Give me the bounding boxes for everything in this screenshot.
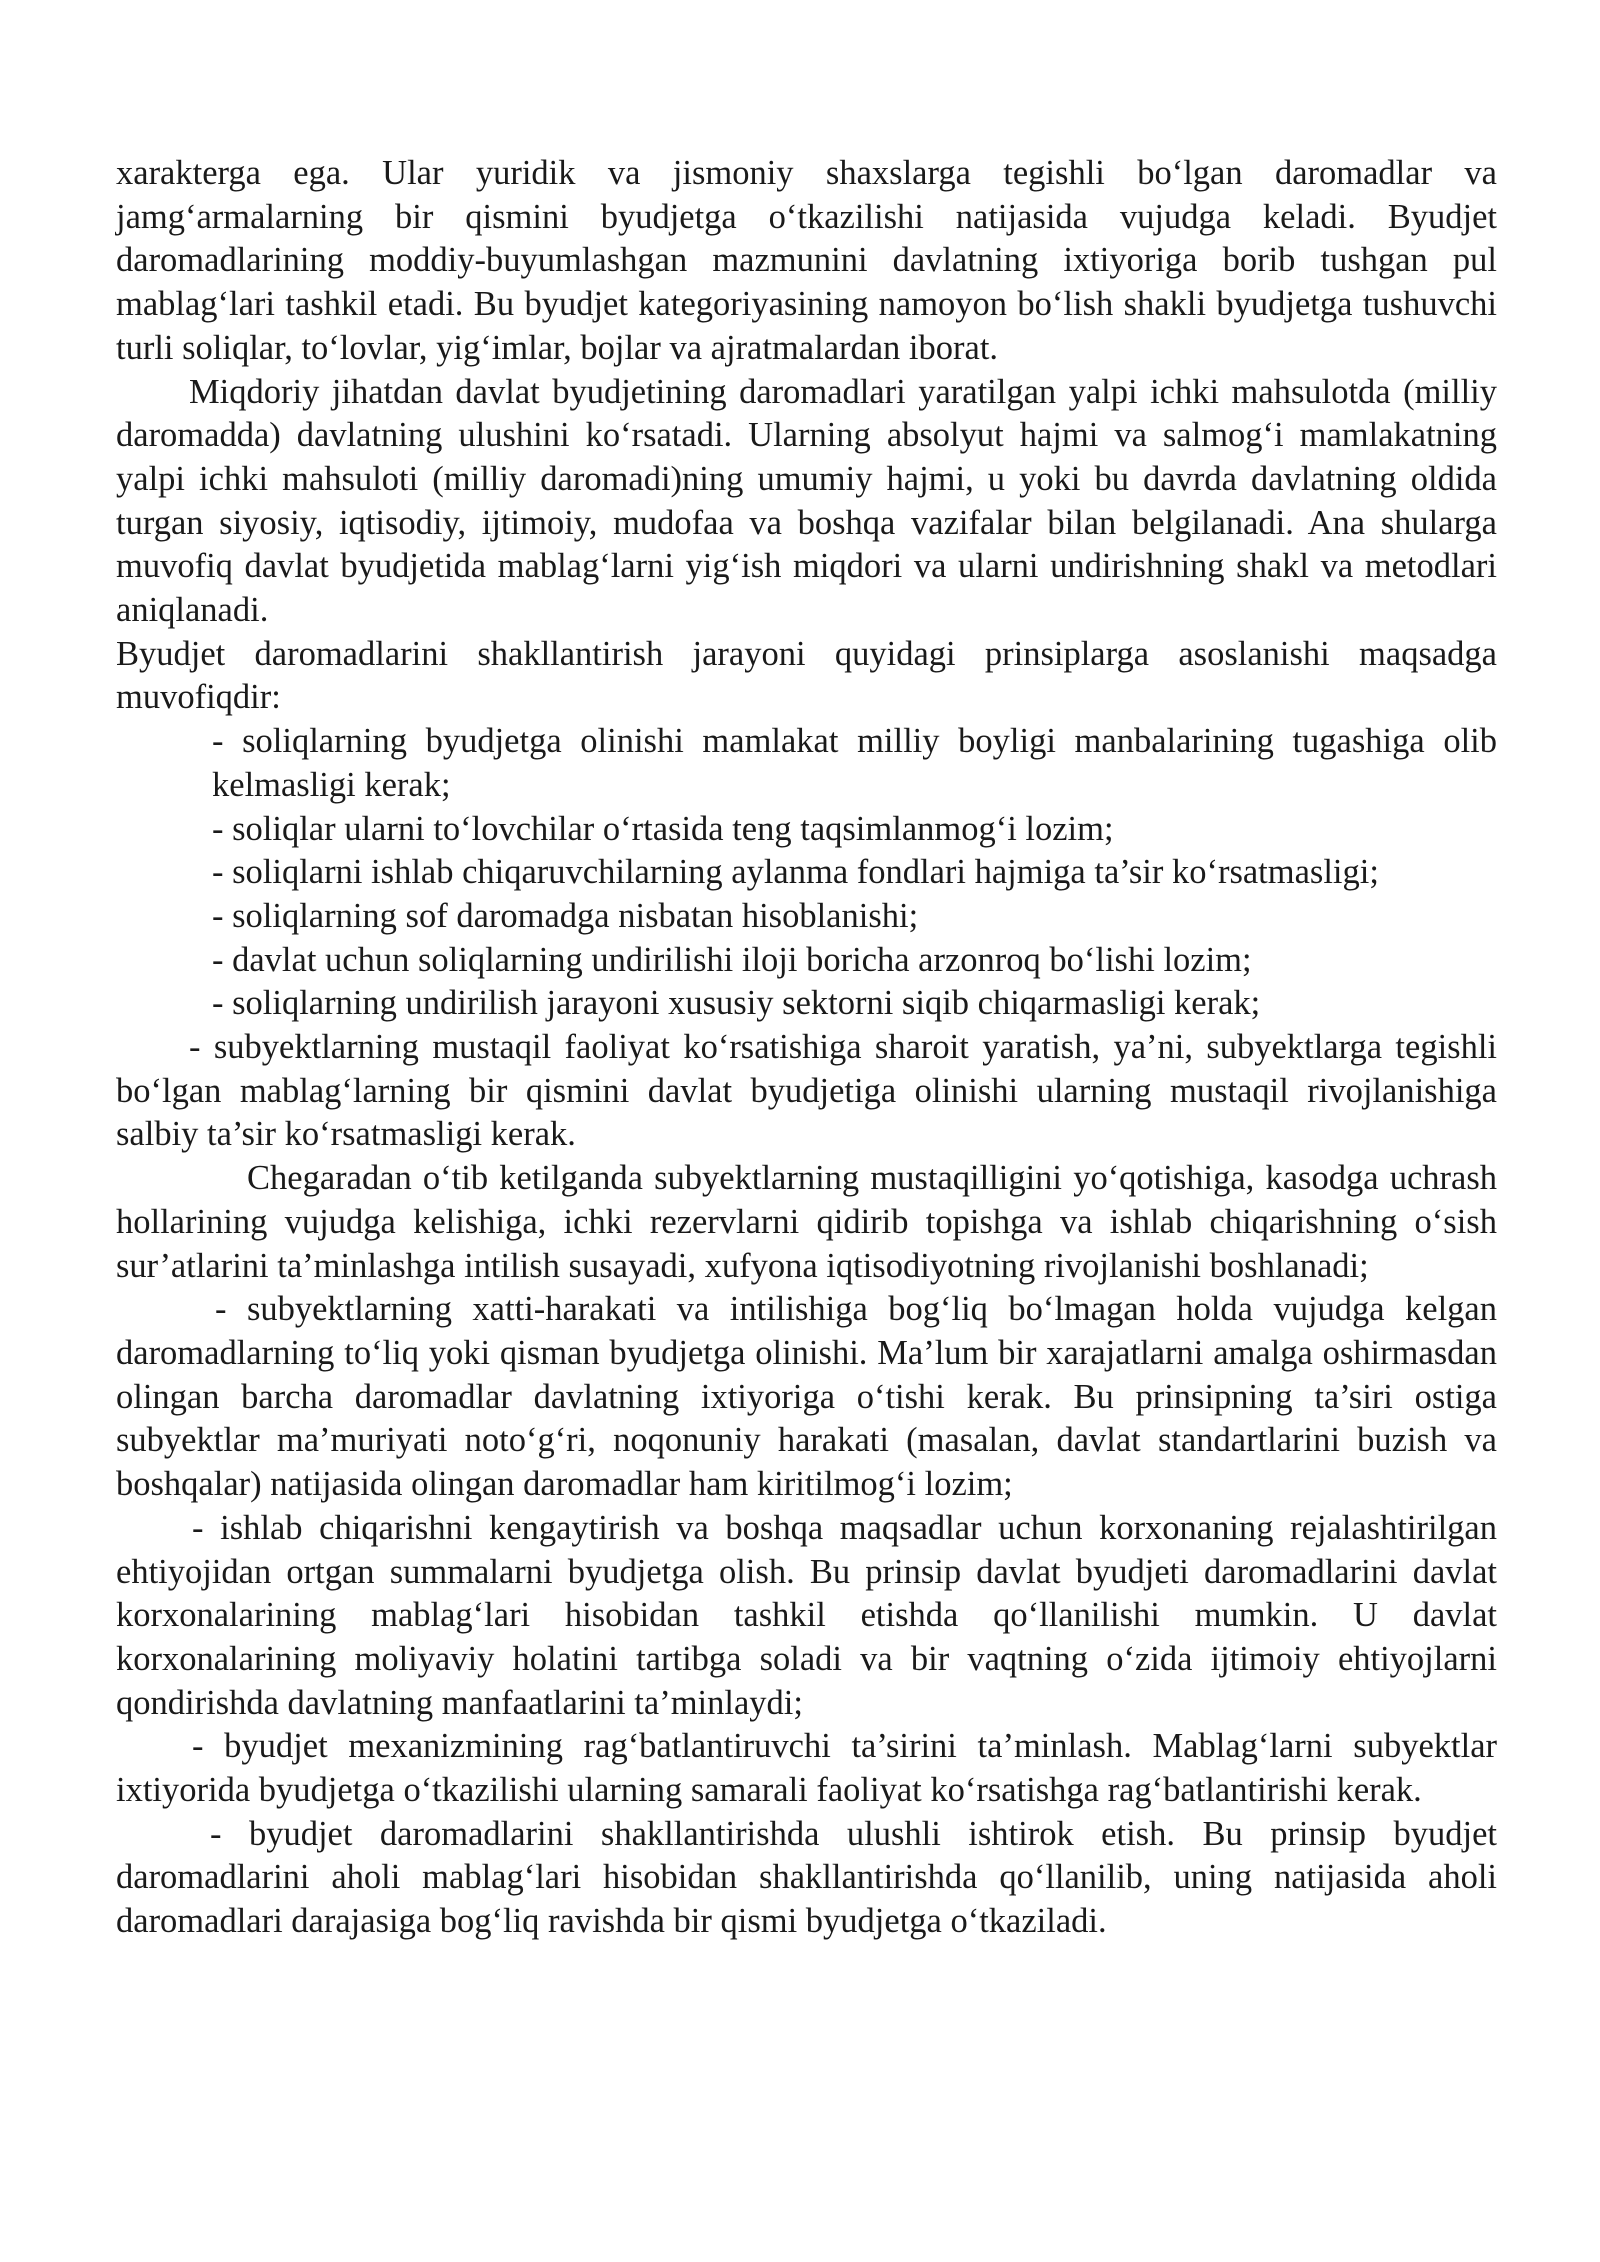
document-page	[116, 152, 1497, 1944]
list-item: - soliqlar ularni to‘lovchilar o‘rtasida teng taqsimlanmog‘i lozim;	[212, 809, 1114, 848]
principles-list	[116, 720, 1497, 1026]
paragraph-principles-intro: Byudjet daromadlarini shakllantirish jarayoni quyidagi prinsiplarga asoslanishi maqsadga muvofiqdir:	[116, 634, 1497, 717]
paragraph-independence-principle: - subyektlarning mustaqil faoliyat ko‘rsatishiga sharoit yaratish, ya’ni, subyektlarga tegishli bo‘lgan mablag‘larning bir qismini davlat byudjetiga olinishi ularning mustaqil rivojlanishiga salbiy ta’sir ko‘rsatmasligi kerak.	[116, 1028, 1497, 1154]
paragraph-border-exceeded: Chegaradan o‘tib ketilganda subyektlarning mustaqilligini yo‘qotishiga, kasodga uchrash hollarining vujudga kelishiga, ichki rezervlarni qidirib topishga va ishlab chiqarishning o‘sish sur’atlarini ta’minlashga intilish susayadi, xufyona iqtisodiyotning rivojlanishi boshlanadi;	[116, 1159, 1497, 1285]
paragraph-shared-participation-principle: - byudjet daromadlarini shakllantirishda ulushli ishtirok etish. Bu prinsip byudjet daromadlarini aholi mablag‘lari hisobidan shakllantirishda qo‘llanilib, uning natijasida aholi daromadlari darajasiga bog‘liq ravishda bir qismi byudjetga o‘tkaziladi.	[116, 1814, 1497, 1941]
list-item: - soliqlarning undirilish jarayoni xususiy sektorni siqib chiqarmasligi kerak;	[212, 984, 1261, 1023]
list-item: - davlat uchun soliqlarning undirilishi iloji boricha arzonroq bo‘lishi lozim;	[212, 940, 1252, 979]
list-item: - soliqlarni ishlab chiqaruvchilarning aylanma fondlari hajmiga ta’sir ko‘rsatmasligi;	[212, 853, 1379, 892]
paragraph-surplus-principle: - ishlab chiqarishni kengaytirish va boshqa maqsadlar uchun korxonaning rejalashtirilgan ehtiyojidan ortgan summalarni byudjetga olish. Bu prinsip davlat byudjeti daromadlarini davlat korxonalarining mablag‘lari hisobidan tashkil etishda qo‘llanilishi mumkin. U davlat korxonalarining moliyaviy holatini tartibga soladi va bir vaqtning o‘zida ijtimoiy ehtiyojlarni qondirishda davlatning manfaatlarini ta’minlaydi;	[116, 1508, 1497, 1722]
paragraph-budget-revenue-nature: xarakterga ega. Ular yuridik va jismoniy shaxslarga tegishli bo‘lgan daromadlar va jamg‘armalarning bir qismini byudjetga o‘tkazilishi natijasida vujudga keladi. Byudjet daromadlarining moddiy-buyumlashgan mazmunini davlatning ixtiyoriga borib tushgan pul mablag‘lari tashkil etadi. Bu byudjet kategoriyasining namoyon bo‘lish shakli byudjetga tushuvchi turli soliqlar, to‘lovlar, yig‘imlar, bojlar va ajratmalardan iborat.	[116, 154, 1497, 367]
list-item: - soliqlarning sof daromadga nisbatan hisoblanishi;	[212, 896, 919, 935]
paragraph-incentive-principle: - byudjet mexanizmining rag‘batlantiruvchi ta’sirini ta’minlash. Mablag‘larni subyektlar ixtiyorida byudjetga o‘tkazilishi ularning samarali faoliyat ko‘rsatishga rag‘batlantirishi kerak.	[116, 1727, 1497, 1810]
paragraph-unearned-income-principle: - subyektlarning xatti-harakati va intilishiga bog‘liq bo‘lmagan holda vujudga kelgan daromadlarning to‘liq yoki qisman byudjetga olinishi. Ma’lum bir xarajatlarni amalga oshirmasdan olingan barcha daromadlar davlatning ixtiyoriga o‘tishi kerak. Bu prinsipning ta’siri ostiga subyektlar ma’muriyati noto‘g‘ri, noqonuniy harakati (masalan, davlat standartlarini buzish va boshqalar) natijasida olingan daromadlar ham kiritilmog‘i lozim;	[116, 1290, 1497, 1504]
list-item: - soliqlarning byudjetga olinishi mamlakat milliy boyligi manbalarining tugashiga olib kelmasligi kerak;	[212, 722, 1497, 804]
paragraph-quantitative-aspect: Miqdoriy jihatdan davlat byudjetining daromadlari yaratilgan yalpi ichki mahsulotda (milliy daromadda) davlatning ulushini ko‘rsatadi. Ularning absolyut hajmi va salmog‘i mamlakatning yalpi ichki mahsuloti (milliy daromadi)ning umumiy hajmi, u yoki bu davrda davlatning oldida turgan siyosiy, iqtisodiy, ijtimoiy, mudofaa va boshqa vazifalar bilan belgilanadi. Ana shularga muvofiq davlat byudjetida mablag‘larni yig‘ish miqdori va ularni undirishning shakl va metodlari aniqlanadi.	[116, 372, 1497, 630]
